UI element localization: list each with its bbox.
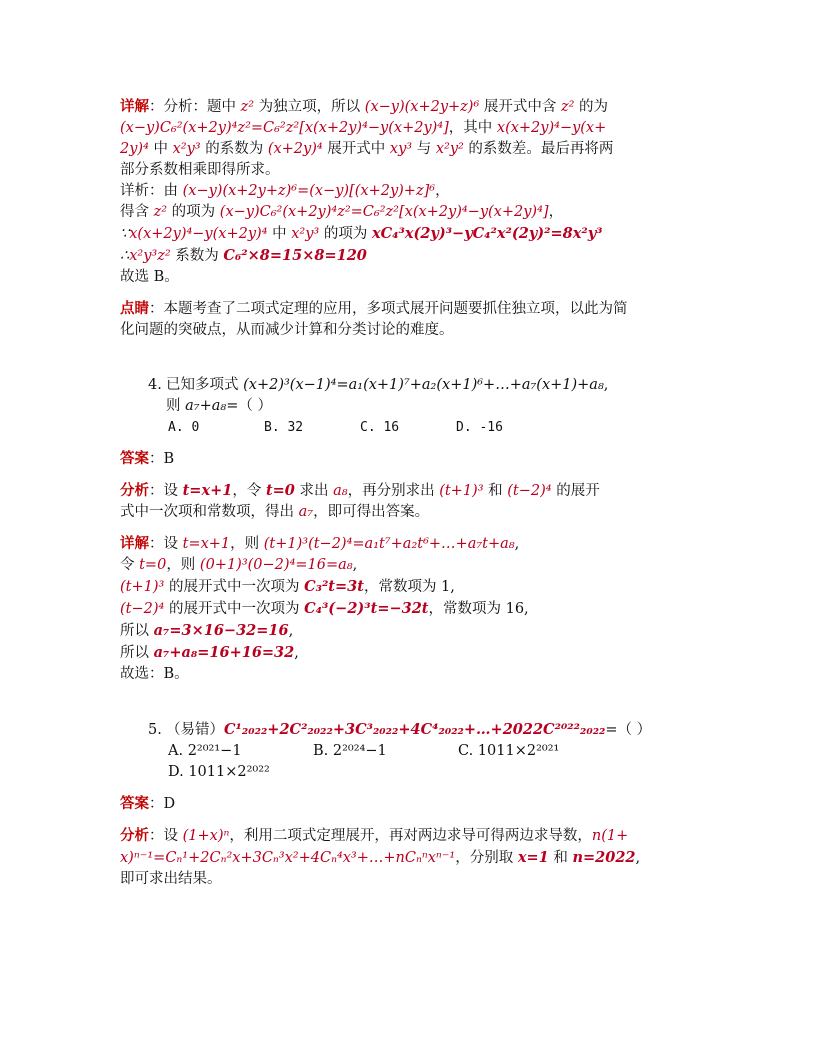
insight-paragraph: 点睛：本题考查了二项式定理的应用，多项式展开问题要抓住独立项，以此为简 化问题的突破点，从而减少计算和分类讨论的难度。 (120, 300, 628, 338)
detail-paragraph: 详解：分析：题中 z² 为独立项，所以 (x−y)(x+2y+z)⁶ 展开式中含 z² 的为 (x−y)C₆²(x+2y)⁴z²=C₆²z²[x(x+2y)⁴−y(x+2y)⁴]，其中 x(x+2y)⁴−y(x+ 2y)⁴ 中 x²y³ 的系数为 (x+2y)⁴ 展开式中 xy³ 与 x²y² 的系数差。最后再将两 部分系数相乘即得所求。 详析：由 (x−y)(x+2y+z)⁶=(x−y)[(x+2y)+z]⁶， 得含 z² 的项为 (x−y)C₆²(x+2y)⁴z²=C₆²z²[x(x+2y)⁴−y(x+2y)⁴]， ∵x(x+2y)⁴−y(x+2y)⁴ 中 x²y³ 的项为 xC₄³x(2y)³−yC₄²x²(2y)²=8x²y³ ∴x²y³z² 系数为 C₆²×8=15×8=120 故选 B。 (120, 98, 614, 285)
question-4-options (120, 417, 710, 438)
question-5-analysis: 分析：设 (1+x)ⁿ，利用二项式定理展开，再对两边求导可得两边求导数，n(1+ x)ⁿ⁻¹=Cₙ¹+2Cₙ²x+3Cₙ³x²+4Cₙ⁴x³+…+nCₙⁿxⁿ⁻¹，分别取 x=1 和 n=2022, 即可求出结果。 (120, 827, 641, 887)
question-4-answer: 答案：B (120, 450, 175, 467)
insight-label: 点睛 (120, 300, 149, 317)
option-c: C. 16 (360, 420, 400, 435)
detail-label: 详解 (120, 98, 149, 115)
option-c: C. 1011×2²⁰²¹ (458, 743, 560, 759)
option-b: B. 2²⁰²⁴−1 (313, 743, 387, 759)
question-4-analysis: 分析：设 t=x+1，令 t=0 求出 a₈，再分别求出 (t+1)³ 和 (t−2)⁴ 的展开 式中一次项和常数项，得出 a₇，即可得出答案。 (120, 482, 600, 520)
question-5 (120, 719, 710, 890)
question-5-answer: 答案：D (120, 795, 176, 812)
option-d: D. -16 (456, 420, 503, 435)
option-a: A. 0 (168, 420, 200, 435)
option-a: A. 2²⁰²¹−1 (168, 743, 242, 759)
question-5-stem: 5. （易错）C¹₂₀₂₂+2C²₂₀₂₂+3C³₂₀₂₂+4C⁴₂₀₂₂+…+2022C²⁰²²₂₀₂₂=（ ） (148, 721, 652, 738)
option-b: B. 32 (264, 420, 304, 435)
question-4-stem: 4. 已知多项式 (x+2)³(x−1)⁴=a₁(x+1)⁷+a₂(x+1)⁶+…+a₇(x+1)+a₈, 则 a₇+a₈=（ ） (148, 377, 609, 414)
question-4 (120, 375, 710, 685)
option-d: D. 1011×2²⁰²² (168, 764, 270, 780)
question-4-detail: 详解：设 t=x+1，则 (t+1)³(t−2)⁴=a₁t⁷+a₂t⁶+…+a₇t+a₈, 令 t=0，则 (0+1)³(0−2)⁴=16=a₈, (t+1)³ 的展开式中一次项为 C₃²t=3t，常数项为 1, (t−2)⁴ 的展开式中一次项为 C₄³(−2)³t=−32t，常数项为 16, 所以 a₇=3×16−32=16, 所以 a₇+a₈=16+16=32, 故选：B。 (120, 535, 529, 682)
document-page (120, 96, 710, 890)
question-5-options (120, 741, 710, 762)
